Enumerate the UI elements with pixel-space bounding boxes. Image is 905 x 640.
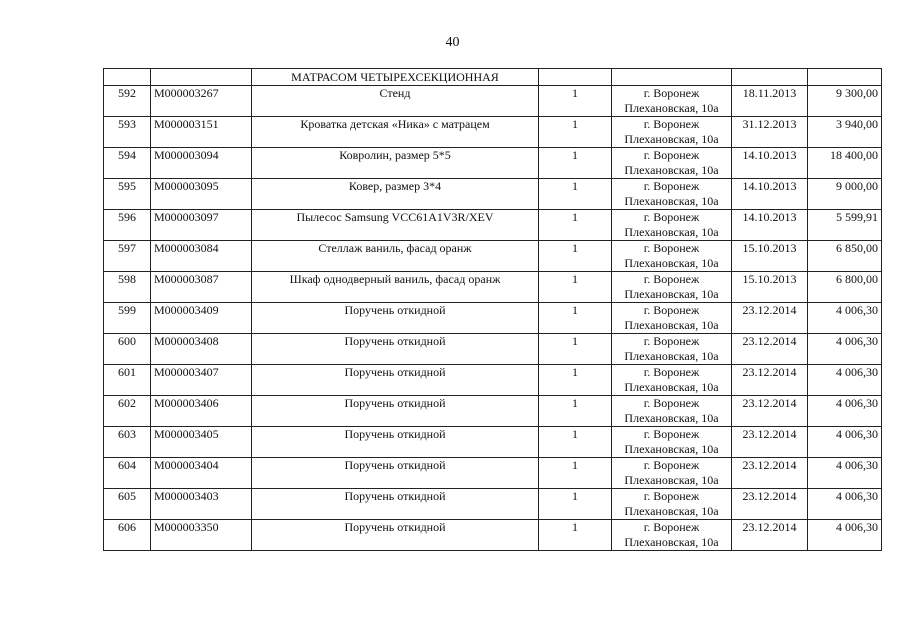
location-cell [612,241,732,272]
page-number: 40 [445,35,460,50]
continuation-cell-sum [808,69,882,86]
quantity-cell: 1 [539,458,612,489]
item-name-cell: Поручень откидной [252,334,539,365]
location-address: Плехановская, 10а [624,194,719,208]
item-name-cell: Поручень откидной [252,520,539,551]
row-number-cell: 596 [104,210,151,241]
location-city: г. Воронеж [643,148,700,162]
inventory-number-cell: М000003409 [151,303,252,334]
location-city: г. Воронеж [643,458,700,472]
date-cell: 23.12.2014 [732,520,808,551]
sum-cell: 4 006,30 [808,520,882,551]
location-city: г. Воронеж [643,179,700,193]
quantity-cell: 1 [539,241,612,272]
location-city: г. Воронеж [643,117,700,131]
row-number-cell: 602 [104,396,151,427]
date-cell: 31.12.2013 [732,117,808,148]
sum-cell: 6 800,00 [808,272,882,303]
table-row [104,303,882,334]
location-city: г. Воронеж [643,520,700,534]
row-number-cell: 598 [104,272,151,303]
quantity-cell: 1 [539,117,612,148]
table-row [104,365,882,396]
location-cell [612,303,732,334]
date-cell: 14.10.2013 [732,210,808,241]
row-number-cell: 593 [104,117,151,148]
location-city: г. Воронеж [643,396,700,410]
item-name-cell: Поручень откидной [252,489,539,520]
quantity-cell: 1 [539,303,612,334]
sum-cell: 3 940,00 [808,117,882,148]
quantity-cell: 1 [539,520,612,551]
table-row [104,148,882,179]
location-address: Плехановская, 10а [624,380,719,394]
location-cell [612,427,732,458]
quantity-cell: 1 [539,210,612,241]
location-city: г. Воронеж [643,489,700,503]
location-city: г. Воронеж [643,210,700,224]
date-cell: 14.10.2013 [732,179,808,210]
table-row [104,489,882,520]
table-row [104,427,882,458]
sum-cell: 4 006,30 [808,396,882,427]
inventory-number-cell: М000003408 [151,334,252,365]
inventory-table-body [104,69,882,551]
continuation-cell-qty [539,69,612,86]
item-name-cell: Пылесос Samsung VCC61A1V3R/XEV [252,210,539,241]
date-cell: 14.10.2013 [732,148,808,179]
row-number-cell: 601 [104,365,151,396]
item-name-cell: Поручень откидной [252,396,539,427]
location-city: г. Воронеж [643,303,700,317]
location-address: Плехановская, 10а [624,287,719,301]
location-address: Плехановская, 10а [624,132,719,146]
location-cell [612,365,732,396]
sum-cell: 18 400,00 [808,148,882,179]
location-cell [612,86,732,117]
quantity-cell: 1 [539,179,612,210]
location-address: Плехановская, 10а [624,225,719,239]
table-row [104,241,882,272]
date-cell: 23.12.2014 [732,303,808,334]
item-name-cell: Шкаф однодверный ваниль, фасад оранж [252,272,539,303]
quantity-cell: 1 [539,489,612,520]
row-number-cell: 597 [104,241,151,272]
sum-cell: 4 006,30 [808,365,882,396]
sum-cell: 5 599,91 [808,210,882,241]
item-name-cell: Поручень откидной [252,303,539,334]
sum-cell: 6 850,00 [808,241,882,272]
table-row [104,210,882,241]
sum-cell: 4 006,30 [808,303,882,334]
sum-cell: 9 300,00 [808,86,882,117]
location-cell [612,334,732,365]
inventory-number-cell: М000003404 [151,458,252,489]
continuation-cell-date [732,69,808,86]
table-row [104,520,882,551]
location-address: Плехановская, 10а [624,473,719,487]
location-address: Плехановская, 10а [624,163,719,177]
location-address: Плехановская, 10а [624,349,719,363]
sum-cell: 4 006,30 [808,427,882,458]
item-name-cell: Стенд [252,86,539,117]
location-address: Плехановская, 10а [624,101,719,115]
inventory-number-cell: М000003407 [151,365,252,396]
continuation-cell-no [104,69,151,86]
inventory-number-cell: М000003087 [151,272,252,303]
table-row [104,86,882,117]
location-address: Плехановская, 10а [624,256,719,270]
table-row [104,334,882,365]
date-cell: 23.12.2014 [732,365,808,396]
location-cell [612,520,732,551]
table-row [104,458,882,489]
location-cell [612,117,732,148]
sum-cell: 4 006,30 [808,458,882,489]
continuation-row [104,69,882,86]
item-name-cell: Стеллаж ваниль, фасад оранж [252,241,539,272]
row-number-cell: 592 [104,86,151,117]
table-row [104,117,882,148]
date-cell: 15.10.2013 [732,241,808,272]
location-address: Плехановская, 10а [624,504,719,518]
row-number-cell: 604 [104,458,151,489]
item-name-cell: Кроватка детская «Ника» с матрацем [252,117,539,148]
date-cell: 18.11.2013 [732,86,808,117]
inventory-number-cell: М000003350 [151,520,252,551]
inventory-number-cell: М000003405 [151,427,252,458]
date-cell: 15.10.2013 [732,272,808,303]
row-number-cell: 599 [104,303,151,334]
row-number-cell: 595 [104,179,151,210]
quantity-cell: 1 [539,396,612,427]
inventory-number-cell: М000003403 [151,489,252,520]
location-city: г. Воронеж [643,272,700,286]
inventory-number-cell: М000003095 [151,179,252,210]
quantity-cell: 1 [539,148,612,179]
continuation-cell-name: МАТРАСОМ ЧЕТЫРЕХСЕКЦИОННАЯ [252,69,539,86]
quantity-cell: 1 [539,86,612,117]
location-cell [612,396,732,427]
row-number-cell: 606 [104,520,151,551]
inventory-number-cell: М000003094 [151,148,252,179]
item-name-cell: Поручень откидной [252,458,539,489]
location-address: Плехановская, 10а [624,442,719,456]
date-cell: 23.12.2014 [732,458,808,489]
location-city: г. Воронеж [643,334,700,348]
row-number-cell: 594 [104,148,151,179]
table-row [104,179,882,210]
sum-cell: 4 006,30 [808,489,882,520]
sum-cell: 4 006,30 [808,334,882,365]
location-address: Плехановская, 10а [624,411,719,425]
location-cell [612,179,732,210]
inventory-number-cell: М000003267 [151,86,252,117]
location-address: Плехановская, 10а [624,318,719,332]
date-cell: 23.12.2014 [732,396,808,427]
inventory-number-cell: М000003097 [151,210,252,241]
location-city: г. Воронеж [643,365,700,379]
continuation-cell-inv [151,69,252,86]
inventory-number-cell: М000003406 [151,396,252,427]
row-number-cell: 600 [104,334,151,365]
date-cell: 23.12.2014 [732,334,808,365]
continuation-cell-location [612,69,732,86]
location-cell [612,458,732,489]
row-number-cell: 603 [104,427,151,458]
inventory-table [103,68,882,551]
location-cell [612,489,732,520]
item-name-cell: Поручень откидной [252,427,539,458]
inventory-number-cell: М000003151 [151,117,252,148]
inventory-number-cell: М000003084 [151,241,252,272]
item-name-cell: Ковер, размер 3*4 [252,179,539,210]
quantity-cell: 1 [539,334,612,365]
sum-cell: 9 000,00 [808,179,882,210]
location-city: г. Воронеж [643,86,700,100]
location-city: г. Воронеж [643,427,700,441]
location-cell [612,272,732,303]
date-cell: 23.12.2014 [732,489,808,520]
date-cell: 23.12.2014 [732,427,808,458]
quantity-cell: 1 [539,427,612,458]
item-name-cell: Ковролин, размер 5*5 [252,148,539,179]
quantity-cell: 1 [539,365,612,396]
quantity-cell: 1 [539,272,612,303]
location-address: Плехановская, 10а [624,535,719,549]
row-number-cell: 605 [104,489,151,520]
location-cell [612,148,732,179]
item-name-cell: Поручень откидной [252,365,539,396]
location-cell [612,210,732,241]
location-city: г. Воронеж [643,241,700,255]
table-row [104,396,882,427]
table-row [104,272,882,303]
